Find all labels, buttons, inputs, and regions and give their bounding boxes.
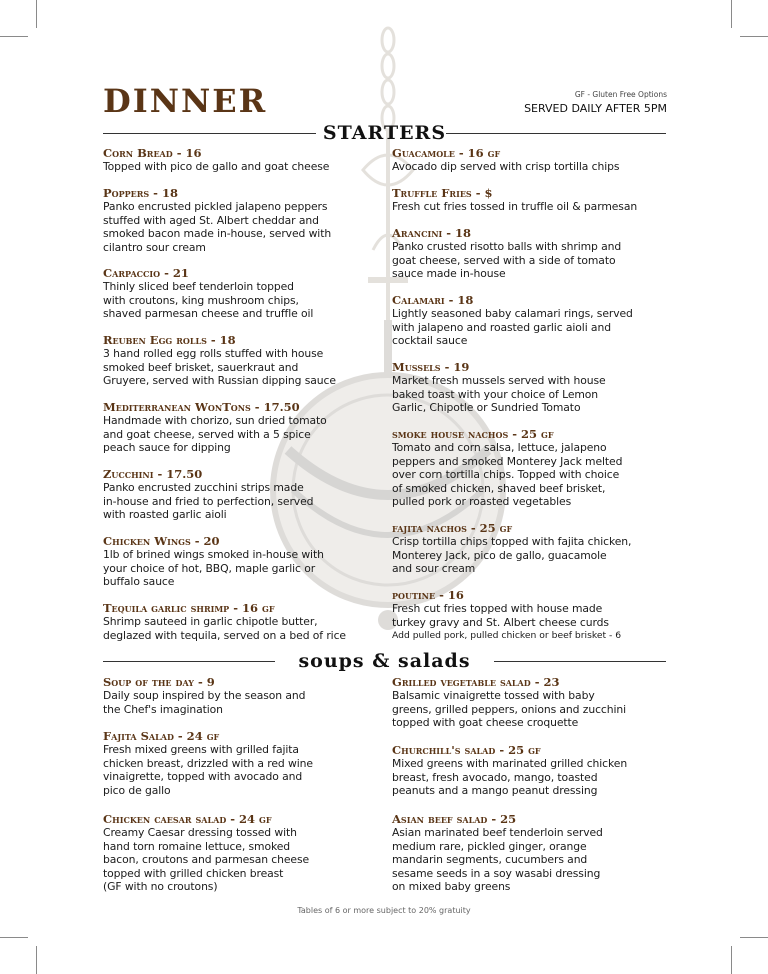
menu-item (103, 333, 383, 388)
item-description: Daily soup inspired by the season and the Chef's imagination (103, 689, 306, 716)
item-name: Fajita Salad - 24 gf (103, 729, 220, 743)
menu-item (392, 588, 672, 642)
gluten-free-note: GF - Gluten Free Options (574, 90, 667, 99)
gratuity-note: Tables of 6 or more subject to 20% gratuity (297, 906, 471, 915)
item-name: Corn Bread - 16 (103, 146, 202, 160)
item-name: Grilled vegetable salad - 23 (392, 675, 560, 689)
item-name: Poppers - 18 (103, 186, 178, 200)
item-name: fajita nachos - 25 gf (392, 521, 513, 535)
item-description: Handmade with chorizo, sun dried tomato and goat cheese, served with a 5 spice peach sauce for dipping (103, 414, 327, 454)
menu-item (103, 186, 383, 254)
section-title: soups & salads (298, 650, 471, 672)
menu-item (392, 186, 672, 214)
item-name: Guacamole - 16 gf (392, 146, 501, 160)
crop-mark (36, 946, 37, 974)
item-name: Arancini - 18 (392, 226, 472, 240)
menu-item (103, 146, 383, 174)
item-description: Panko encrusted pickled jalapeno peppers stuffed with aged St. Albert cheddar and smoked bacon made in-house, served with cilantro sour cream (103, 200, 332, 254)
soups-salads-heading (103, 650, 666, 672)
starters-heading (103, 122, 666, 144)
menu-title: DINNER (103, 82, 268, 120)
crop-mark (0, 937, 28, 938)
item-description: Mixed greens with marinated grilled chicken breast, fresh avocado, mango, toasted peanuts and a mango peanut dressing (392, 757, 628, 797)
menu-item (392, 812, 672, 894)
item-name: Zucchini - 17.50 (103, 467, 203, 481)
menu-item (103, 729, 383, 797)
served-time: SERVED DAILY AFTER 5PM (524, 102, 667, 115)
menu-item (392, 521, 672, 576)
item-description: Fresh cut fries topped with house made turkey gravy and St. Albert cheese curds (392, 602, 609, 629)
item-description: Creamy Caesar dressing tossed with hand torn romaine lettuce, smoked bacon, croutons and parmesan cheese topped with grilled chicken breast (GF with no croutons) (103, 826, 310, 893)
crop-mark (731, 946, 732, 974)
menu-item (103, 812, 383, 894)
item-name: Mussels - 19 (392, 360, 470, 374)
item-name: Carpaccio - 21 (103, 266, 189, 280)
item-name: Tequila garlic shrimp - 16 gf (103, 601, 275, 615)
item-name: Churchill's salad - 25 gf (392, 743, 541, 757)
menu-item (392, 743, 672, 798)
menu-item (392, 293, 672, 348)
menu-item (392, 226, 672, 281)
menu-item (392, 427, 672, 509)
section-title: STARTERS (322, 122, 447, 144)
menu-item (392, 675, 672, 730)
item-name: poutine - 16 (392, 588, 464, 602)
item-description: Panko encrusted zucchini strips made in-house and fried to perfection, served with roasted garlic aioli (103, 481, 314, 521)
item-name: Truffle Fries - $ (392, 186, 493, 200)
item-description: Lightly seasoned baby calamari rings, served with jalapeno and roasted garlic aioli and cocktail sauce (392, 307, 633, 347)
item-name: Asian beef salad - 25 (392, 812, 517, 826)
item-name: Reuben Egg rolls - 18 (103, 333, 236, 347)
item-description: Asian marinated beef tenderloin served medium rare, pickled ginger, orange mandarin segments, cucumbers and sesame seeds in a soy wasabi dressing on mixed baby greens (392, 826, 603, 893)
item-name: Chicken Wings - 20 (103, 534, 220, 548)
item-description: Fresh mixed greens with grilled fajita chicken breast, drizzled with a red wine vinaigrette, topped with avocado and pico de gallo (103, 743, 313, 797)
crop-mark (740, 36, 768, 37)
item-description: Tomato and corn salsa, lettuce, jalapeno peppers and smoked Monterey Jack melted over corn tortilla chips. Topped with choice of smoked chicken, shaved beef brisket, pulled pork or roasted vegetables (392, 441, 623, 508)
menu-item (392, 360, 672, 415)
item-description: Topped with pico de gallo and goat cheese (103, 160, 330, 173)
divider (446, 133, 666, 134)
item-name: Chicken caesar salad - 24 gf (103, 812, 272, 826)
crop-mark (0, 36, 28, 37)
item-description: Market fresh mussels served with house baked toast with your choice of Lemon Garlic, Chipotle or Sundried Tomato (392, 374, 606, 414)
item-description: Thinly sliced beef tenderloin topped with croutons, king mushroom chips, shaved parmesan cheese and truffle oil (103, 280, 314, 320)
menu-item (103, 675, 383, 716)
item-name: Mediterranean WonTons - 17.50 (103, 400, 300, 414)
divider (494, 661, 666, 662)
item-description: Crisp tortilla chips topped with fajita chicken, Monterey Jack, pico de gallo, guacamole and sour cream (392, 535, 632, 575)
menu-item (103, 534, 383, 589)
crop-mark (731, 0, 732, 28)
item-addon: Add pulled pork, pulled chicken or beef brisket - 6 (392, 630, 622, 641)
item-name: Soup of the day - 9 (103, 675, 215, 689)
menu-item (103, 601, 383, 642)
crop-mark (36, 0, 37, 28)
item-description: Panko crusted risotto balls with shrimp and goat cheese, served with a side of tomato sauce made in-house (392, 240, 622, 280)
item-description: 1lb of brined wings smoked in-house with your choice of hot, BBQ, maple garlic or buffalo sauce (103, 548, 324, 588)
menu-item (392, 146, 672, 174)
item-description: Avocado dip served with crisp tortilla chips (392, 160, 620, 173)
menu-item (103, 467, 383, 522)
item-description: Shrimp sauteed in garlic chipotle butter, deglazed with tequila, served on a bed of rice (103, 615, 346, 642)
menu-item (103, 400, 383, 455)
item-name: Calamari - 18 (392, 293, 474, 307)
item-description: Balsamic vinaigrette tossed with baby greens, grilled peppers, onions and zucchini topped with goat cheese croquette (392, 689, 627, 729)
item-description: Fresh cut fries tossed in truffle oil & parmesan (392, 200, 638, 213)
item-description: 3 hand rolled egg rolls stuffed with house smoked beef brisket, sauerkraut and Gruyere, served with Russian dipping sauce (103, 347, 336, 387)
menu-item (103, 266, 383, 321)
crop-mark (740, 937, 768, 938)
item-name: smoke house nachos - 25 gf (392, 427, 554, 441)
